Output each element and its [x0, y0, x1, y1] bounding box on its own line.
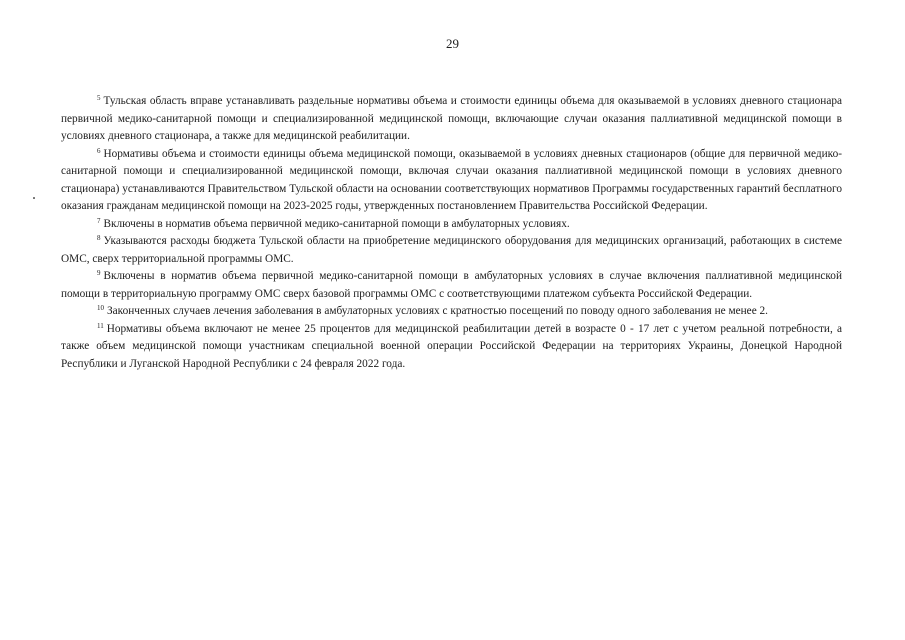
footnotes-block [61, 93, 842, 373]
footnote-text: Включены в норматив объема первичной медико-санитарной помощи в амбулаторных условиях в случае включения паллиативной медицинской помощи в территориальную программу ОМС сверх базовой программы ОМС с соответствующими платежом субъекта Российской Федерации. [61, 270, 842, 300]
footnote-8 [61, 233, 842, 268]
footnote-marker: 6 [97, 146, 101, 155]
footnote-text: Законченных случаев лечения заболевания в амбулаторных условиях с кратностью посещений по поводу одного заболевания не менее 2. [107, 305, 768, 317]
footnote-10 [61, 303, 842, 321]
footnote-text: Тульская область вправе устанавливать раздельные нормативы объема и стоимости единицы объема для оказываемой в условиях дневного стационара первичной медико-санитарной помощи и специализированной медицинской помощи, включающие случаи оказания паллиативной медицинской помощи в условиях дневного стационара, а также для медицинской реабилитации. [61, 95, 842, 142]
footnote-text: Нормативы объема включают не менее 25 процентов для медицинской реабилитации детей в возрасте 0 - 17 лет с учетом реальной потребности, а также объем медицинской помощи участникам специальной военной операции Российской Федерации на территориях Украины, Донецкой Народной Республики и Луганской Народной Республики с 24 февраля 2022 года. [61, 322, 842, 370]
footnote-6 [61, 146, 842, 216]
footnote-7 [61, 216, 842, 234]
scan-speck [33, 197, 35, 199]
page-number: 29 [446, 36, 459, 51]
footnote-marker: 7 [97, 216, 101, 225]
footnote-marker: 5 [97, 94, 101, 102]
footnote-9 [61, 268, 842, 303]
footnote-11 [61, 321, 842, 374]
footnote-5 [61, 93, 842, 146]
footnote-text: Указываются расходы бюджета Тульской области на приобретение медицинского оборудования для медицинских организаций, работающих в системе ОМС, сверх территориальной программы ОМС. [61, 235, 842, 265]
footnote-marker: 9 [97, 269, 101, 277]
footnote-marker: 10 [97, 304, 104, 312]
footnote-text: Нормативы объема и стоимости единицы объема медицинской помощи, оказываемой в условиях дневных стационаров (общие для первичной медико-санитарной помощи и специализированной медицинской помощи, включая случаи оказания паллиативной медицинской помощи в условиях дневного стационара) устанавливаются Правительством Тульской области на основании соответствующих нормативов Программы государственных гарантий бесплатного оказания гражданам медицинской помощи на 2023-2025 годы, утвержденных постановлением Правительства Российской Федерации. [61, 147, 842, 212]
footnote-text: Включены в норматив объема первичной медико-санитарной помощи в амбулаторных условиях. [103, 217, 570, 230]
footnote-marker: 11 [97, 321, 104, 330]
footnote-marker: 8 [97, 234, 101, 242]
